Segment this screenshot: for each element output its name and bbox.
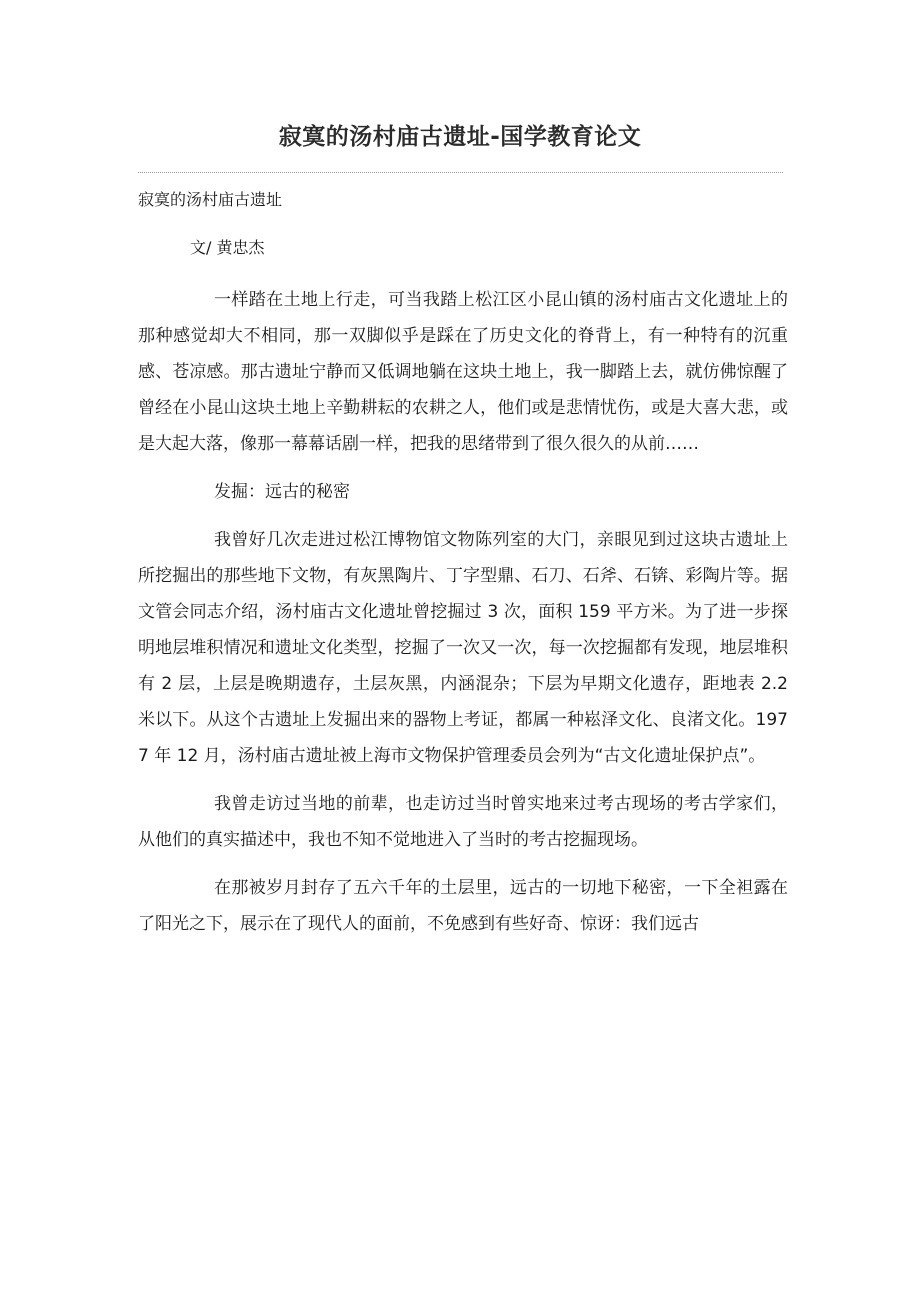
article-author: 文/ 黄忠杰 bbox=[190, 238, 265, 257]
article-subtitle: 寂寞的汤村庙古遗址 bbox=[138, 190, 283, 209]
paragraph-interviews: 我曾走访过当地的前辈，也走访过当时曾实地来过考古现场的考古学家们，从他们的真实描述中，我也不知不觉地进入了当时的考古挖掘现场。 bbox=[138, 794, 788, 850]
paragraph-museum: 我曾好几次走进过松江博物馆文物陈列室的大门，亲眼见到过这块古遗址上所挖掘出的那些地下文物，有灰黑陶片、丁字型鼎、石刀、石斧、石锛、彩陶片等。据文管会同志介绍，汤村庙古文化遗址曾挖掘过 3 次，面积 159 平方米。为了进一步探明地层堆积情况和遗址文化类型，挖掘了一次又一次，每一次挖掘都有发现，地层堆积有 2 层，上层是晚期遗存，土层灰黑，内涵混杂；下层为早期文化遗存，距地表 2.2 米以下。从这个古遗址上发掘出来的器物上考证，都属一种崧泽文化、良渚文化。1977 年 12 月，汤村庙古遗址被上海市文物保护管理委员会列为“古文化遗址保护点”。 bbox=[138, 530, 788, 766]
document-title: 寂寞的汤村庙古遗址-国学教育论文 bbox=[278, 124, 642, 150]
paragraph-intro: 一样踏在土地上行走，可当我踏上松江区小昆山镇的汤村庙古文化遗址上的那种感觉却大不相同，那一双脚似乎是踩在了历史文化的脊背上，有一种特有的沉重感、苍凉感。那古遗址宁静而又低调地躺在这块土地上，我一脚踏上去，就仿佛惊醒了曾经在小昆山这块土地上辛勤耕耘的农耕之人，他们或是悲情忧伤，或是大喜大悲，或是大起大落，像那一幕幕话剧一样，把我的思绪带到了很久很久的从前…… bbox=[138, 290, 788, 454]
article-body bbox=[138, 282, 788, 954]
section-heading: 发掘：远古的秘密 bbox=[214, 482, 350, 502]
paragraph-soil-layers: 在那被岁月封存了五六千年的土层里，远古的一切地下秘密，一下全袒露在了阳光之下，展示在了现代人的面前，不免感到有些好奇、惊讶：我们远古 bbox=[138, 878, 788, 934]
title-divider bbox=[138, 172, 783, 173]
